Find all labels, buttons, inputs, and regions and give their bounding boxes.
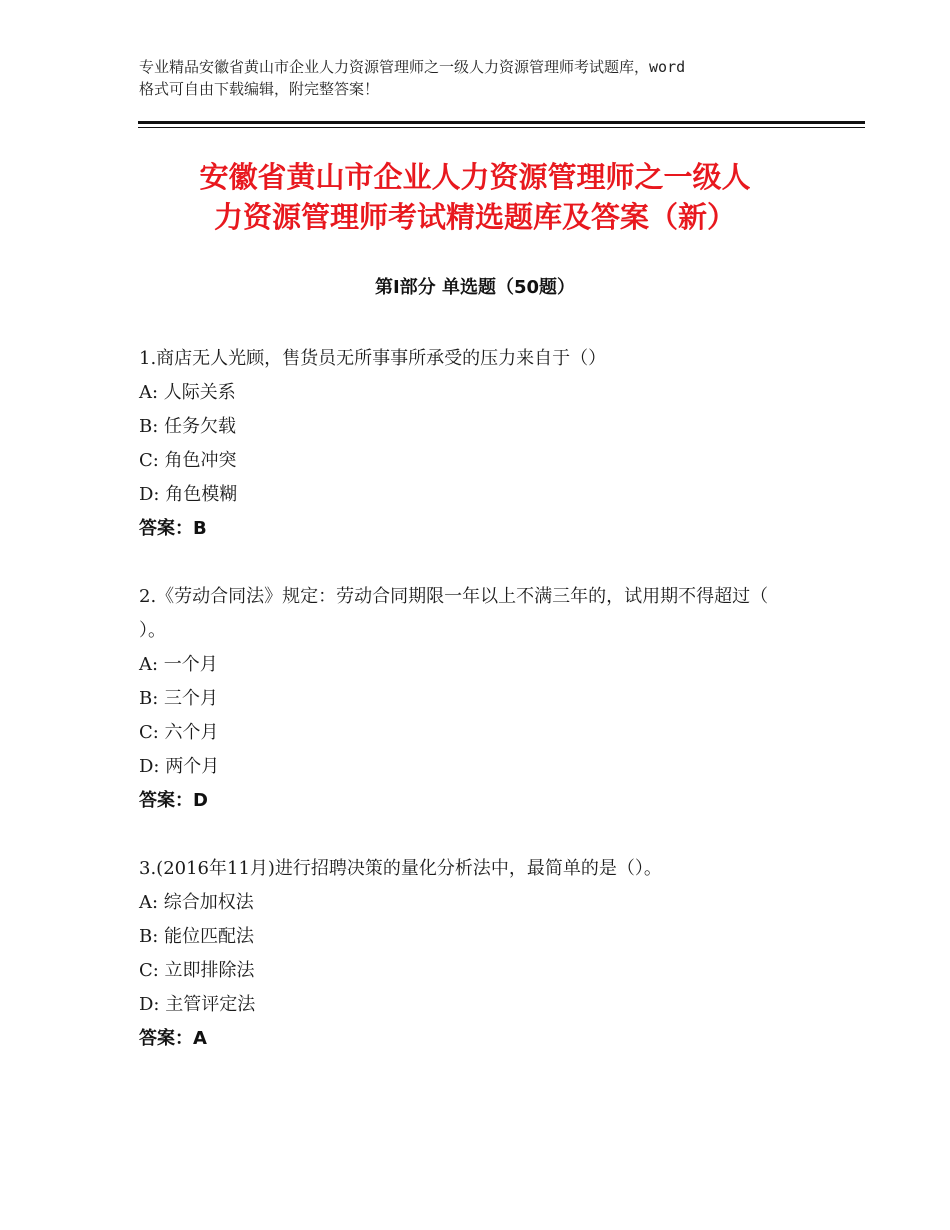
question-1 (139, 342, 819, 546)
answer-label: 答案：A (139, 1028, 207, 1049)
option-b: B: 三个月 (139, 688, 219, 709)
option-c: C: 角色冲突 (139, 450, 237, 471)
document-title (110, 157, 840, 237)
option-a: A: 一个月 (139, 654, 218, 675)
option-c: C: 立即排除法 (139, 960, 255, 981)
question-2 (139, 580, 819, 818)
option-b: B: 任务欠载 (139, 416, 237, 437)
section-title: 第Ⅰ部分 单选题（50题） (374, 277, 575, 298)
answer-label: 答案：D (139, 790, 208, 811)
answer-label: 答案：B (139, 518, 207, 539)
option-d: D: 角色模糊 (139, 484, 238, 505)
option-d: D: 两个月 (139, 756, 220, 777)
header-note (139, 56, 839, 100)
option-b: B: 能位匹配法 (139, 926, 255, 947)
header-note-line-1: 专业精品安徽省黄山市企业人力资源管理师之一级人力资源管理师考试题库，word (139, 58, 686, 76)
question-stem: 3.(2016年11月)进行招聘决策的量化分析法中，最简单的是（）。 (139, 858, 662, 879)
option-d: D: 主管评定法 (139, 994, 256, 1015)
header-divider-thin (138, 127, 865, 128)
header-divider-thick (138, 121, 865, 124)
header-note-line-2: 格式可自由下载编辑，附完整答案！ (139, 80, 380, 98)
document-title-line-2: 力资源管理师考试精选题库及答案（新） (213, 200, 736, 234)
option-c: C: 六个月 (139, 722, 219, 743)
option-a: A: 人际关系 (139, 382, 236, 403)
option-a: A: 综合加权法 (139, 892, 254, 913)
question-list (139, 342, 819, 1090)
question-stem: 1.商店无人光顾，售货员无所事事所承受的压力来自于（） (139, 348, 607, 369)
question-stem: 2.《劳动合同法》规定：劳动合同期限一年以上不满三年的，试用期不得超过（ ）。 (139, 586, 769, 641)
document-title-line-1: 安徽省黄山市企业人力资源管理师之一级人 (199, 160, 751, 194)
question-3 (139, 852, 819, 1056)
